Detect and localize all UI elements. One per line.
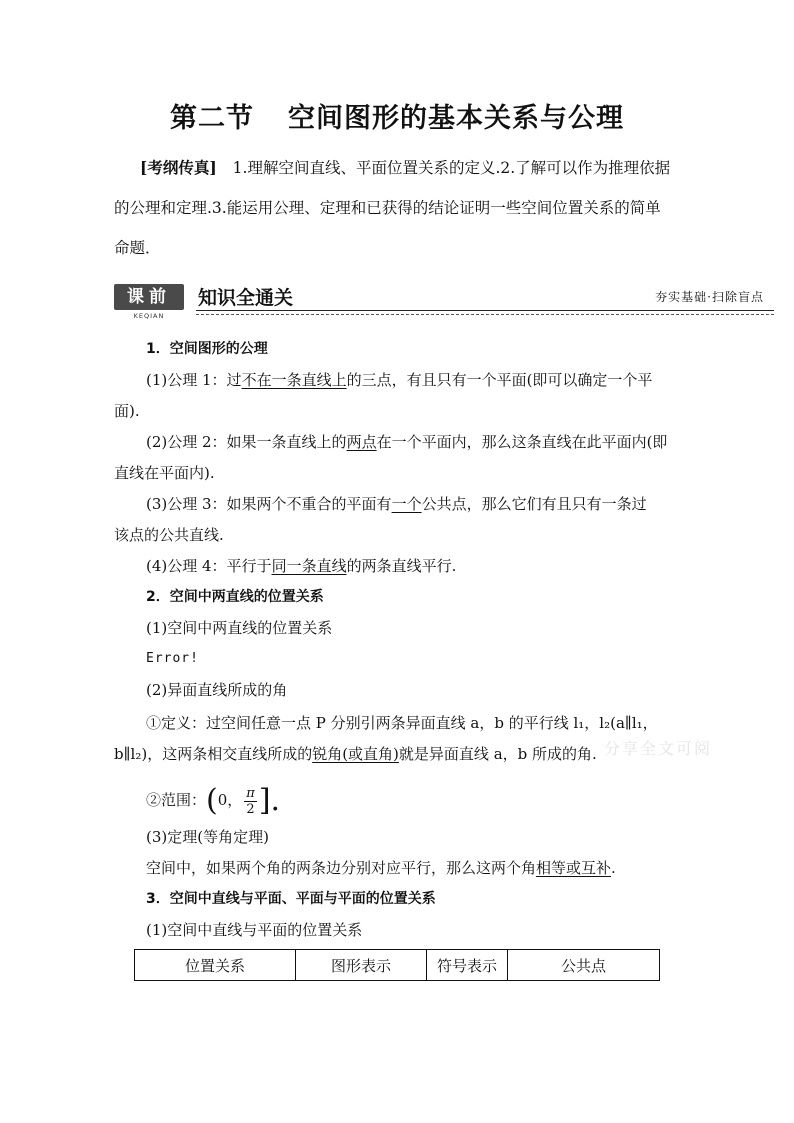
section-banner xyxy=(114,283,774,321)
section-number: 第二节 xyxy=(170,103,254,134)
axiom-2-key: 两点 xyxy=(346,433,377,451)
section-2-sub-1: (1)空间中两直线的位置关系 xyxy=(146,619,333,637)
theorem-key: 相等或互补 xyxy=(536,859,612,877)
section-3-heading: 3．空间中直线与平面、平面与平面的位置关系 xyxy=(146,891,436,907)
equal-angle-theorem: 空间中，如果两个角的两条边分别对应平行，那么这两个角相等或互补. xyxy=(146,859,616,877)
axiom-1-key: 不在一条直线上 xyxy=(241,371,347,389)
table-header-cell: 图形表示 xyxy=(296,950,427,981)
axiom-1-line-1: (1)公理 1：过不在一条直线上的三点，有且只有一个平面(即可以确定一个平 xyxy=(146,371,653,389)
line-plane-relation-table xyxy=(134,949,660,981)
axiom-4-line: (4)公理 4：平行于同一条直线的两条直线平行. xyxy=(146,557,457,575)
pi-over-two-fraction: $\frac{\pi}{2}$ xyxy=(246,785,255,817)
section-2-heading: 2．空间中两直线的位置关系 xyxy=(146,589,324,605)
axiom-2-line-2: 直线在平面内). xyxy=(114,464,215,482)
table-header-cell: 公共点 xyxy=(508,950,660,981)
table-header-row xyxy=(135,950,660,981)
syllabus-tag: [考纲传真] xyxy=(140,158,217,177)
skew-angle-definition-line-1: ①定义：过空间任意一点 P 分别引两条异面直线 a，b 的平行线 l₁，l₂(a∥l₁， xyxy=(146,714,658,732)
watermark: 分享全文可阅 xyxy=(604,739,713,758)
error-text: Error! xyxy=(146,651,199,666)
banner-rule xyxy=(196,310,774,311)
section-title: 空间图形的基本关系与公理 xyxy=(288,103,624,134)
syllabus-line-2: 的公理和定理.3.能运用公理、定理和已获得的结论证明一些空间位置关系的简单 xyxy=(114,199,661,217)
table-header-cell: 位置关系 xyxy=(135,950,296,981)
section-2-sub-3: (3)定理(等角定理) xyxy=(146,828,269,846)
axiom-2-line-1: (2)公理 2：如果一条直线上的两点在一个平面内，那么这条直线在此平面内(即 xyxy=(146,433,668,451)
page-title xyxy=(0,96,794,135)
syllabus-line-1: [考纲传真] 1.理解空间直线、平面位置关系的定义.2.了解可以作为推理依据 xyxy=(140,158,671,177)
section-2-sub-2: (2)异面直线所成的角 xyxy=(146,681,288,699)
section-1-heading: 1．空间图形的公理 xyxy=(146,341,268,357)
axiom-3-key: 一个 xyxy=(391,495,422,513)
banner-heading: 知识全通关 xyxy=(198,287,294,309)
axiom-3-line-1: (3)公理 3：如果两个不重合的平面有一个公共点，那么它们有且只有一条过 xyxy=(146,495,647,513)
section-3-sub-1: (1)空间中直线与平面的位置关系 xyxy=(146,921,363,939)
table-header-cell: 符号表示 xyxy=(427,950,508,981)
syllabus-line-3: 命题． xyxy=(114,239,161,257)
banner-badge: 课前 xyxy=(114,284,184,310)
skew-angle-definition-line-2: b∥l₂)，这两条相交直线所成的锐角(或直角)就是异面直线 a，b 所成的角. xyxy=(114,745,597,763)
banner-dashed-rule xyxy=(196,314,774,315)
axiom-3-line-2: 该点的公共直线. xyxy=(114,526,224,544)
skew-angle-range: ②范围：(0， $\frac{\pi}{2}$ ]. xyxy=(146,783,281,818)
axiom-4-key: 同一条直线 xyxy=(271,557,347,575)
banner-badge-pinyin: KEQIAN xyxy=(133,312,165,320)
axiom-1-line-2: 面). xyxy=(114,402,140,420)
skew-angle-key: 锐角(或直角) xyxy=(312,745,399,763)
banner-motto: 夯实基础·扫除盲点 xyxy=(655,290,764,304)
